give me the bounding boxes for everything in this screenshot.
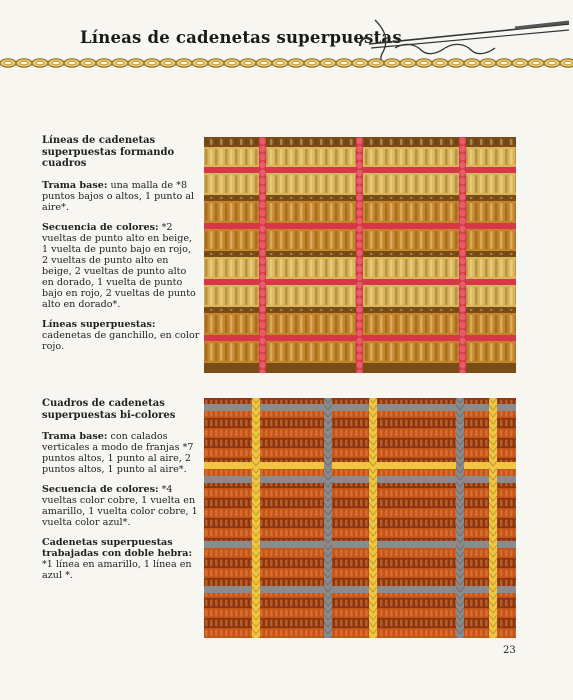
item-text: cadenetas de ganchillo, en color rojo.	[42, 329, 200, 352]
item-label: Trama base:	[42, 179, 108, 191]
crochet-swatch-copper-bicolor	[204, 398, 516, 638]
page-title: Líneas de cadenetas superpuestas	[80, 28, 402, 47]
section-heading: Líneas de cadenetas superpuestas formando cuadros	[42, 135, 175, 169]
color-sequence-paragraph	[42, 222, 200, 310]
section-plaid-squares	[42, 135, 200, 361]
item-text: con calados verticales a modo de franjas *7 puntos altos, 1 punto al aire, 2 puntos altos, 1 punto al aire*.	[42, 431, 194, 475]
item-label: Líneas superpuestas:	[42, 318, 156, 330]
chain-stitch-border	[0, 50, 573, 76]
item-text: *2 vueltas de punto alto en beige, 1 vuelta de punto bajo en rojo, 2 vueltas de punto alto en beige, 2 vueltas de punto alto en dorado, 1 vuelta de punto bajo en rojo, 2 vueltas de punto alto en dorado*.	[42, 221, 196, 310]
item-label: Secuencia de colores:	[42, 221, 159, 233]
section-heading: Cuadros de cadenetas superpuestas bi-colores	[42, 398, 176, 421]
item-label: Trama base:	[42, 431, 108, 442]
item-text: *1 línea en amarillo, 1 línea en azul *.	[42, 559, 192, 581]
overlay-lines-paragraph	[42, 319, 200, 352]
item-text: una malla de *8 puntos bajos o altos, 1 punto al aire*.	[42, 179, 195, 213]
color-sequence-paragraph	[42, 484, 200, 528]
item-text: *4 vueltas color cobre, 1 vuelta en amarillo, 1 vuelta color cobre, 1 vuelta color azul*.	[42, 484, 198, 528]
item-label: Cadenetas superpuestas trabajadas con doble hebra:	[42, 537, 193, 559]
base-pattern-paragraph	[42, 431, 200, 475]
crochet-swatch-red-plaid	[204, 137, 516, 373]
page-number: 23	[503, 645, 516, 656]
double-strand-paragraph	[42, 537, 200, 581]
base-pattern-paragraph	[42, 180, 200, 213]
item-label: Secuencia de colores:	[42, 484, 159, 495]
section-bicolor-squares	[42, 398, 200, 590]
